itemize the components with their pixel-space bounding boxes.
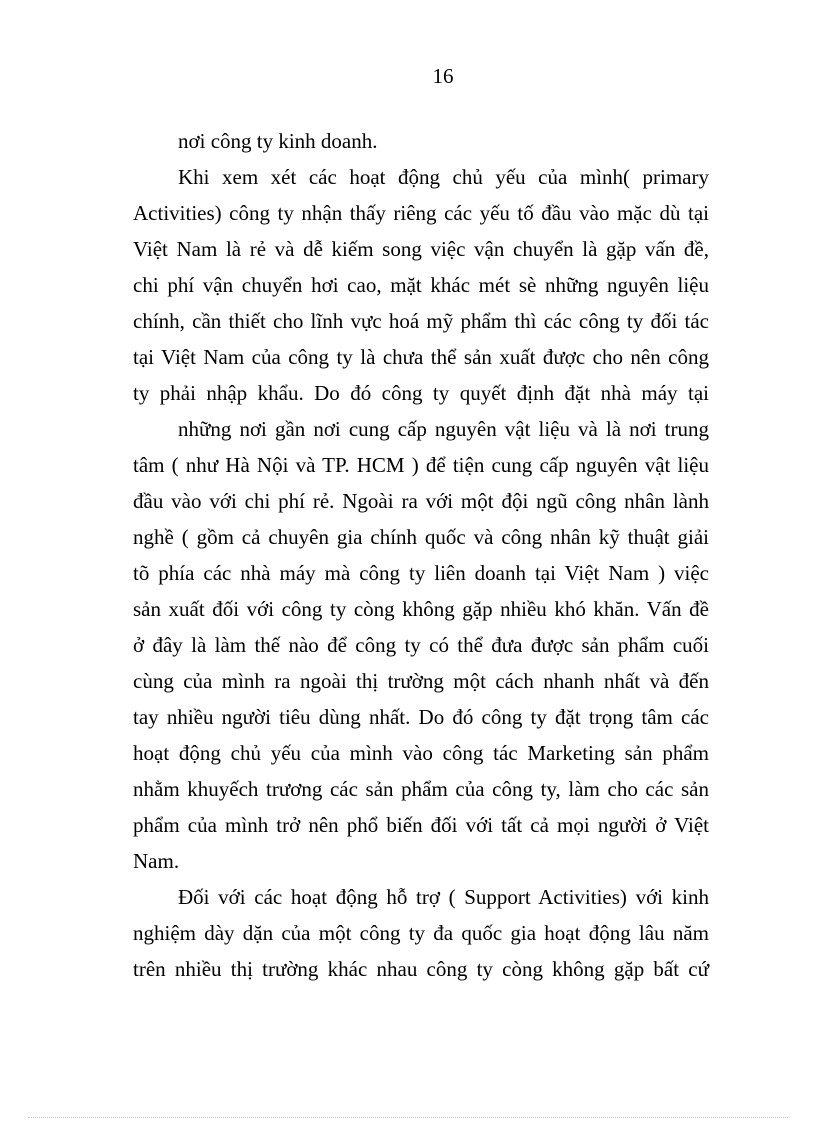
text-line: Đối với các hoạt động hỗ trợ ( Support Activities) với kinh — [178, 885, 709, 909]
text-line: ở đây là làm thế nào để công ty có thể đưa được sản phẩm cuối — [133, 633, 709, 657]
text-line: tay nhiều người tiêu dùng nhất. Do đó công ty đặt trọng tâm các — [133, 705, 709, 729]
text-line: nơi công ty kinh doanh. — [178, 129, 378, 153]
text-line: nghề ( gồm cả chuyên gia chính quốc và công nhân kỹ thuật giải — [133, 525, 709, 549]
text-line: ty phải nhập khẩu. Do đó công ty quyết định đặt nhà máy tại — [133, 381, 709, 405]
text-line: đầu vào với chi phí rẻ. Ngoài ra với một đội ngũ công nhân lành — [133, 489, 709, 513]
text-line: hoạt động chủ yếu của mình vào công tác Marketing sản phẩm — [133, 741, 709, 765]
text-line: nhằm khuyếch trương các sản phẩm của công ty, làm cho các sản — [133, 777, 709, 801]
text-line: tâm ( như Hà Nội và TP. HCM ) để tiện cung cấp nguyên vật liệu — [133, 453, 709, 477]
text-line: cùng của mình ra ngoài thị trường một cách nhanh nhất và đến — [133, 669, 709, 693]
text-line: sản xuất đối với công ty còng không gặp nhiều khó khăn. Vấn đề — [133, 597, 709, 621]
text-line: Việt Nam là rẻ và dễ kiếm song việc vận chuyển là gặp vấn đề, — [133, 237, 709, 261]
text-line: Khi xem xét các hoạt động chủ yếu của mình( primary — [178, 165, 709, 189]
page-bottom-divider — [28, 1117, 788, 1118]
text-line: chi phí vận chuyển hơi cao, mặt khác mét sè những nguyên liệu — [133, 273, 709, 297]
text-line: phẩm của mình trở nên phổ biến đối với tất cả mọi người ở Việt — [133, 813, 709, 837]
page-number: 16 — [432, 64, 454, 88]
text-line: chính, cần thiết cho lĩnh vực hoá mỹ phẩm thì các công ty đối tác — [133, 309, 709, 333]
text-line: tõ phía các nhà máy mà công ty liên doanh tại Việt Nam ) việc — [133, 561, 709, 585]
text-line: những nơi gần nơi cung cấp nguyên vật liệu và là nơi trung — [178, 417, 709, 441]
text-line: trên nhiều thị trường khác nhau công ty còng không gặp bất cứ — [133, 957, 709, 981]
text-line: Nam. — [133, 849, 180, 873]
text-line: Activities) công ty nhận thấy riêng các yếu tố đầu vào mặc dù tại — [133, 201, 709, 225]
text-line: nghiệm dày dặn của một công ty đa quốc gia hoạt động lâu năm — [133, 921, 709, 945]
text-line: tại Việt Nam của công ty là chưa thể sản xuất được cho nên công — [133, 345, 709, 369]
